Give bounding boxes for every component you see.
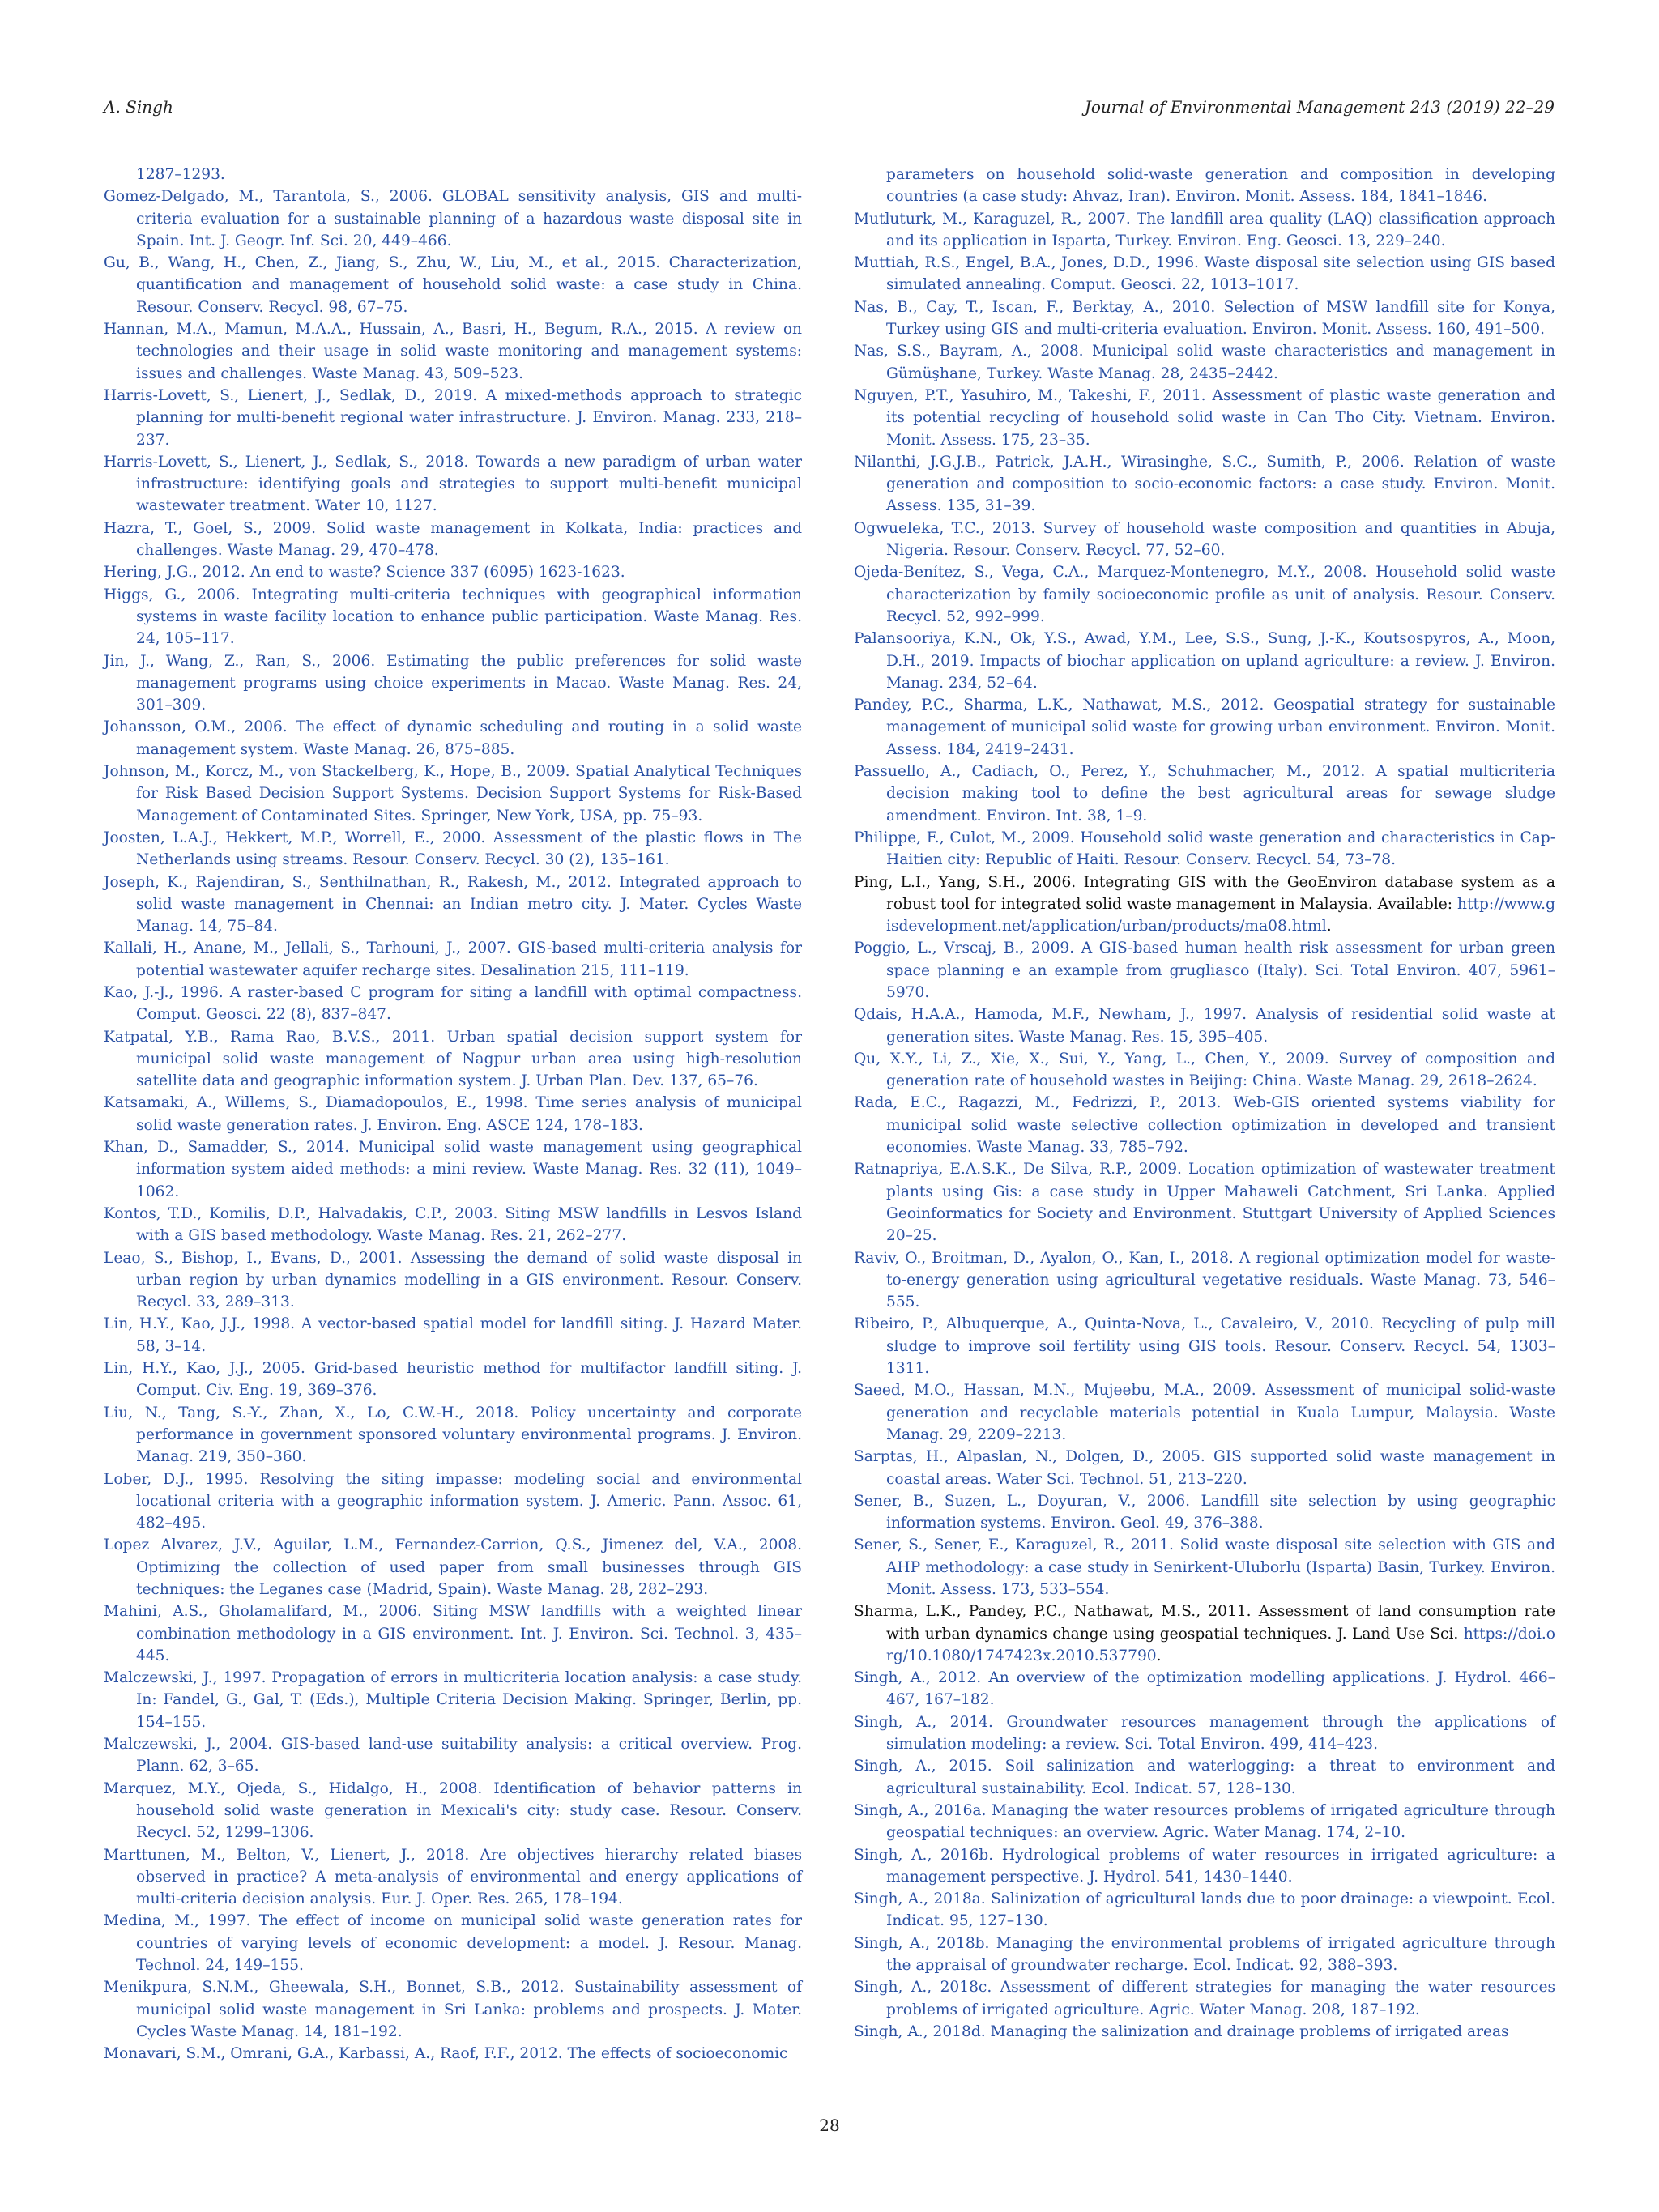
reference-entry[interactable]: Sener, S., Sener, E., Karaguzel, R., 2011. Solid waste disposal site selection with GIS and AHP methodology: a case study in Senirkent-Uluborlu (Isparta) Basin, Turkey. Environ. Monit. Assess. 173, 533–554.	[854, 1536, 1555, 1598]
reference-entry[interactable]: Poggio, L., Vrscaj, B., 2009. A GIS-based human health risk assessment for urban green space planning e an example from grugliasco (Italy). Sci. Total Environ. 407, 5961–5970.	[854, 940, 1555, 1001]
reference-entry[interactable]: Jin, J., Wang, Z., Ran, S., 2006. Estimating the public preferences for solid waste management programs using choice experiments in Macao. Waste Manag. Res. 24, 301–309.	[104, 652, 802, 714]
reference-entry	[854, 1600, 1555, 1667]
reference-entry[interactable]: Ratnapriya, E.A.S.K., De Silva, R.P., 2009. Location optimization of wastewater treatment plants using Gis: a case study in Upper Mahaweli Catchment, Sri Lanka. Applied Geoinformatics for Society and Environment. Stuttgart University of Applied Sciences 20–25.	[854, 1161, 1555, 1245]
reference-entry[interactable]: Qdais, H.A.A., Hamoda, M.F., Newham, J., 1997. Analysis of residential solid waste at generation sites. Waste Manag. Res. 15, 395–405.	[854, 1006, 1555, 1046]
reference-entry[interactable]: Harris-Lovett, S., Lienert, J., Sedlak, S., 2018. Towards a new paradigm of urban water infrastructure: identifying goals and strategies to support multi-benefit municipal wastewater treatment. Water 10, 1127.	[104, 453, 802, 515]
reference-entry[interactable]: parameters on household solid-waste generation and composition in developing countries (a case study: Ahvaz, Iran). Environ. Monit. Assess. 184, 1841–1846.	[886, 166, 1555, 206]
reference-entry[interactable]: Nguyen, P.T., Yasuhiro, M., Takeshi, F., 2011. Assessment of plastic waste generation and its potential recycling of household solid waste in Can Tho City. Vietnam. Environ. Monit. Assess. 175, 23–35.	[854, 386, 1555, 449]
running-header-author: A. Singh	[104, 97, 173, 117]
reference-entry[interactable]: Kallali, H., Anane, M., Jellali, S., Tarhouni, J., 2007. GIS-based multi-criteria analysis for potential wastewater aquifer recharge sites. Desalination 215, 111–119.	[104, 940, 802, 979]
reference-entry[interactable]: Mahini, A.S., Gholamalifard, M., 2006. Siting MSW landfills with a weighted linear combination methodology in a GIS environment. Int. J. Environ. Sci. Technol. 3, 435–445.	[104, 1603, 802, 1664]
reference-entry[interactable]: Monavari, S.M., Omrani, G.A., Karbassi, A., Raof, F.F., 2012. The effects of socioeconomic	[104, 2045, 788, 2063]
reference-entry[interactable]: Liu, N., Tang, S.-Y., Zhan, X., Lo, C.W.-H., 2018. Policy uncertainty and corporate performance in government sponsored voluntary environmental programs. J. Environ. Manag. 219, 350–360.	[104, 1404, 802, 1466]
reference-entry[interactable]: Hazra, T., Goel, S., 2009. Solid waste management in Kolkata, India: practices and challenges. Waste Manag. 29, 470–478.	[104, 519, 802, 560]
reference-tail: .	[1326, 918, 1332, 936]
reference-entry[interactable]: Nas, S.S., Bayram, A., 2008. Municipal solid waste characteristics and management in Gümüşhane, Turkey. Waste Manag. 28, 2435–2442.	[854, 343, 1555, 382]
reference-entry[interactable]: Sener, B., Suzen, L., Doyuran, V., 2006. Landfill site selection by using geographic information systems. Environ. Geol. 49, 376–388.	[854, 1492, 1555, 1532]
reference-entry[interactable]: Gu, B., Wang, H., Chen, Z., Jiang, S., Zhu, W., Liu, M., et al., 2015. Characterization, quantification and management of household solid waste: a case study in China. Resour. Conserv. Recycl. 98, 67–75.	[104, 254, 802, 316]
reference-entry[interactable]: Nilanthi, J.G.J.B., Patrick, J.A.H., Wirasinghe, S.C., Sumith, P., 2006. Relation of waste generation and composition to socio-economic factors: a case study. Environ. Monit. Assess. 135, 31–39.	[854, 453, 1555, 515]
reference-entry[interactable]: Lin, H.Y., Kao, J.J., 2005. Grid-based heuristic method for multifactor landfill siting. J. Comput. Civ. Eng. 19, 369–376.	[104, 1360, 802, 1400]
references-right-column	[854, 164, 1555, 2043]
reference-entry[interactable]: Medina, M., 1997. The effect of income on municipal solid waste generation rates for countries of varying levels of economic development: a model. J. Resour. Manag. Technol. 24, 149–155.	[104, 1912, 802, 1975]
reference-entry[interactable]: Ogwueleka, T.C., 2013. Survey of household waste composition and quantities in Abuja, Nigeria. Resour. Conserv. Recycl. 77, 52–60.	[854, 519, 1555, 560]
reference-entry[interactable]: Lopez Alvarez, J.V., Aguilar, L.M., Fernandez-Carrion, Q.S., Jimenez del, V.A., 2008. Optimizing the collection of used paper from small businesses through GIS techniques: the Leganes case (Madrid, Spain). Waste Manag. 28, 282–293.	[104, 1536, 802, 1598]
reference-entry[interactable]: Sarptas, H., Alpaslan, N., Dolgen, D., 2005. GIS supported solid waste management in coastal areas. Water Sci. Technol. 51, 213–220.	[854, 1448, 1555, 1488]
reference-entry[interactable]: Saeed, M.O., Hassan, M.N., Mujeebu, M.A., 2009. Assessment of municipal solid-waste generation and recyclable materials potential in Kuala Lumpur, Malaysia. Waste Manag. 29, 2209–2213.	[854, 1382, 1555, 1443]
reference-url-link[interactable]: http://www.gisdevelopment.net/application/urban/products/ma08.html	[886, 895, 1555, 936]
reference-entry[interactable]: Philippe, F., Culot, M., 2009. Household solid waste generation and characteristics in Cap-Haitien city: Republic of Haiti. Resour. Conserv. Recycl. 54, 73–78.	[854, 829, 1555, 869]
reference-entry[interactable]: Singh, A., 2016a. Managing the water resources problems of irrigated agriculture through geospatial techniques: an overview. Agric. Water Manag. 174, 2–10.	[854, 1801, 1555, 1842]
reference-entry[interactable]: Khan, D., Samadder, S., 2014. Municipal solid waste management using geographical information system aided methods: a mini review. Waste Manag. Res. 32 (11), 1049–1062.	[104, 1139, 802, 1200]
reference-entry[interactable]: Hering, J.G., 2012. An end to waste? Science 337 (6095) 1623-1623.	[104, 564, 625, 582]
reference-entry[interactable]: Joseph, K., Rajendiran, S., Senthilnathan, R., Rakesh, M., 2012. Integrated approach to solid waste management in Chennai: an Indian metro city. J. Mater. Cycles Waste Manag. 14, 75–84.	[104, 873, 802, 936]
reference-entry[interactable]: Rada, E.C., Ragazzi, M., Fedrizzi, P., 2013. Web-GIS oriented systems viability for municipal solid waste selective collection optimization in developed and transient economies. Waste Manag. 33, 785–792.	[854, 1094, 1555, 1157]
reference-entry[interactable]: Singh, A., 2018c. Assessment of different strategies for managing the water resources problems of irrigated agriculture. Agric. Water Manag. 208, 187–192.	[854, 1979, 1555, 2018]
reference-entry[interactable]: Singh, A., 2018b. Managing the environmental problems of irrigated agriculture through the appraisal of groundwater recharge. Ecol. Indicat. 92, 388–393.	[854, 1934, 1555, 1975]
reference-entry[interactable]: Singh, A., 2018d. Managing the salinization and drainage problems of irrigated areas	[854, 2022, 1509, 2040]
reference-text: Ping, L.I., Yang, S.H., 2006. Integrating GIS with the GeoEnviron database system as a robust tool for integrated solid waste management in Malaysia. Available:	[854, 873, 1555, 913]
reference-entry[interactable]: Singh, A., 2016b. Hydrological problems of water resources in irrigated agriculture: a management perspective. J. Hydrol. 541, 1430–1440.	[854, 1846, 1555, 1886]
running-header-journal: Journal of Environmental Management 243 (2019) 22–29	[1084, 97, 1555, 117]
reference-entry[interactable]: Joosten, L.A.J., Hekkert, M.P., Worrell, E., 2000. Assessment of the plastic flows in The Netherlands using streams. Resour. Conserv. Recycl. 30 (2), 135–161.	[104, 829, 802, 869]
reference-url-link[interactable]: https://doi.org/10.1080/1747423x.2010.537790	[886, 1625, 1555, 1664]
reference-entry[interactable]: Johansson, O.M., 2006. The effect of dynamic scheduling and routing in a solid waste management system. Waste Manag. 26, 875–885.	[104, 718, 802, 758]
references-left-column	[104, 164, 802, 2065]
reference-entry[interactable]: Nas, B., Cay, T., Iscan, F., Berktay, A., 2010. Selection of MSW landfill site for Konya, Turkey using GIS and multi-criteria evaluation. Environ. Monit. Assess. 160, 491–500.	[854, 298, 1555, 339]
reference-entry[interactable]: Marquez, M.Y., Ojeda, S., Hidalgo, H., 2008. Identification of behavior patterns in household solid waste generation in Mexicali's city: study case. Resour. Conserv. Recycl. 52, 1299–1306.	[104, 1779, 802, 1842]
reference-entry[interactable]: Marttunen, M., Belton, V., Lienert, J., 2018. Are objectives hierarchy related biases observed in practice? A meta-analysis of environmental and energy applications of multi-criteria decision analysis. Eur. J. Oper. Res. 265, 178–194.	[104, 1846, 802, 1908]
reference-entry[interactable]: Lin, H.Y., Kao, J.J., 1998. A vector-based spatial model for landfill siting. J. Hazard Mater. 58, 3–14.	[104, 1315, 802, 1355]
reference-entry[interactable]: Leao, S., Bishop, I., Evans, D., 2001. Assessing the demand of solid waste disposal in urban region by urban dynamics modelling in a GIS environment. Resour. Conserv. Recycl. 33, 289–313.	[104, 1249, 802, 1311]
reference-entry[interactable]: Kontos, T.D., Komilis, D.P., Halvadakis, C.P., 2003. Siting MSW landfills in Lesvos Island with a GIS based methodology. Waste Manag. Res. 21, 262–277.	[104, 1204, 802, 1245]
reference-entry[interactable]: Qu, X.Y., Li, Z., Xie, X., Sui, Y., Yang, L., Chen, Y., 2009. Survey of composition and generation rate of household wastes in Beijing: China. Waste Manag. 29, 2618–2624.	[854, 1050, 1555, 1090]
reference-entry[interactable]: Johnson, M., Korcz, M., von Stackelberg, K., Hope, B., 2009. Spatial Analytical Techniques for Risk Based Decision Support Systems. Decision Support Systems for Risk-Based Management of Contaminated Sites. Springer, New York, USA, pp. 75–93.	[104, 763, 802, 825]
reference-entry[interactable]: Ojeda-Benítez, S., Vega, C.A., Marquez-Montenegro, M.Y., 2008. Household solid waste characterization by family socioeconomic profile as unit of analysis. Resour. Conserv. Recycl. 52, 992–999.	[854, 564, 1555, 625]
reference-entry[interactable]: Higgs, G., 2006. Integrating multi-criteria techniques with geographical information systems in waste facility location to enhance public participation. Waste Manag. Res. 24, 105–117.	[104, 586, 802, 648]
reference-entry[interactable]: Gomez-Delgado, M., Tarantola, S., 2006. GLOBAL sensitivity analysis, GIS and multi-criteria evaluation for a sustainable planning of a hazardous waste disposal site in Spain. Int. J. Geogr. Inf. Sci. 20, 449–466.	[104, 188, 802, 249]
reference-tail: .	[1156, 1647, 1162, 1664]
reference-entry[interactable]: Harris-Lovett, S., Lienert, J., Sedlak, D., 2019. A mixed-methods approach to strategic planning for multi-benefit regional water infrastructure. J. Environ. Manag. 233, 218–237.	[104, 386, 802, 449]
reference-text: Sharma, L.K., Pandey, P.C., Nathawat, M.S., 2011. Assessment of land consumption rate with urban dynamics change using geospatial techniques. J. Land Use Sci.	[854, 1603, 1555, 1643]
reference-entry[interactable]: Pandey, P.C., Sharma, L.K., Nathawat, M.S., 2012. Geospatial strategy for sustainable management of municipal solid waste for growing urban environment. Environ. Monit. Assess. 184, 2419–2431.	[854, 697, 1555, 758]
reference-entry[interactable]: Katsamaki, A., Willems, S., Diamadopoulos, E., 1998. Time series analysis of municipal solid waste generation rates. J. Environ. Eng. ASCE 124, 178–183.	[104, 1094, 802, 1134]
reference-entry[interactable]: Kao, J.-J., 1996. A raster-based C program for siting a landfill with optimal compactness. Comput. Geosci. 22 (8), 837–847.	[104, 983, 802, 1024]
reference-entry[interactable]: Singh, A., 2018a. Salinization of agricultural lands due to poor drainage: a viewpoint. Ecol. Indicat. 95, 127–130.	[854, 1890, 1555, 1930]
reference-entry[interactable]: Raviv, O., Broitman, D., Ayalon, O., Kan, I., 2018. A regional optimization model for waste-to-energy generation using agricultural vegetative residuals. Waste Manag. 73, 546–555.	[854, 1249, 1555, 1311]
reference-entry[interactable]: Palansooriya, K.N., Ok, Y.S., Awad, Y.M., Lee, S.S., Sung, J.-K., Koutsospyros, A., Moon, D.H., 2019. Impacts of biochar application on upland agriculture: a review. J. Environ. Manag. 234, 52–64.	[854, 630, 1555, 692]
reference-entry	[854, 872, 1555, 938]
reference-entry[interactable]: Singh, A., 2012. An overview of the optimization modelling applications. J. Hydrol. 466–467, 167–182.	[854, 1669, 1555, 1709]
reference-entry[interactable]: Muttiah, R.S., Engel, B.A., Jones, D.D., 1996. Waste disposal site selection using GIS based simulated annealing. Comput. Geosci. 22, 1013–1017.	[854, 254, 1555, 294]
reference-entry[interactable]: Passuello, A., Cadiach, O., Perez, Y., Schuhmacher, M., 2012. A spatial multicriteria decision making tool to define the best agricultural areas for sewage sludge amendment. Environ. Int. 38, 1–9.	[854, 763, 1555, 825]
reference-entry[interactable]: Mutluturk, M., Karaguzel, R., 2007. The landfill area quality (LAQ) classification approach and its application in Isparta, Turkey. Environ. Eng. Geosci. 13, 229–240.	[854, 210, 1555, 249]
reference-entry[interactable]: Malczewski, J., 2004. GIS-based land-use suitability analysis: a critical overview. Prog. Plann. 62, 3–65.	[104, 1736, 802, 1775]
reference-entry[interactable]: Menikpura, S.N.M., Gheewala, S.H., Bonnet, S.B., 2012. Sustainability assessment of municipal solid waste management in Sri Lanka: problems and prospects. J. Mater. Cycles Waste Manag. 14, 181–192.	[104, 1979, 802, 2040]
reference-entry[interactable]: Lober, D.J., 1995. Resolving the siting impasse: modeling social and environmental locational criteria with a geographic information system. J. Americ. Pann. Assoc. 61, 482–495.	[104, 1470, 802, 1532]
reference-entry[interactable]: Ribeiro, P., Albuquerque, A., Quinta-Nova, L., Cavaleiro, V., 2010. Recycling of pulp mill sludge to improve soil fertility using GIS tools. Resour. Conserv. Recycl. 54, 1303–1311.	[854, 1315, 1555, 1378]
reference-entry[interactable]: Katpatal, Y.B., Rama Rao, B.V.S., 2011. Urban spatial decision support system for municipal solid waste management of Nagpur urban area using high-resolution satellite data and geographic information system. J. Urban Plan. Dev. 137, 65–76.	[104, 1028, 802, 1090]
reference-entry[interactable]: 1287–1293.	[136, 166, 225, 183]
reference-entry[interactable]: Singh, A., 2014. Groundwater resources management through the applications of simulation modeling: a review. Sci. Total Environ. 499, 414–423.	[854, 1713, 1555, 1754]
reference-entry[interactable]: Malczewski, J., 1997. Propagation of errors in multicriteria location analysis: a case study. In: Fandel, G., Gal, T. (Eds.), Multiple Criteria Decision Making. Springer, Berlin, pp. 154–155.	[104, 1669, 802, 1731]
page-number: 28	[819, 2116, 840, 2135]
reference-entry[interactable]: Singh, A., 2015. Soil salinization and waterlogging: a threat to environment and agricultural sustainability. Ecol. Indicat. 57, 128–130.	[854, 1758, 1555, 1797]
reference-entry[interactable]: Hannan, M.A., Mamun, M.A.A., Hussain, A., Basri, H., Begum, R.A., 2015. A review on technologies and their usage in solid waste monitoring and management systems: issues and challenges. Waste Manag. 43, 509–523.	[104, 321, 802, 382]
